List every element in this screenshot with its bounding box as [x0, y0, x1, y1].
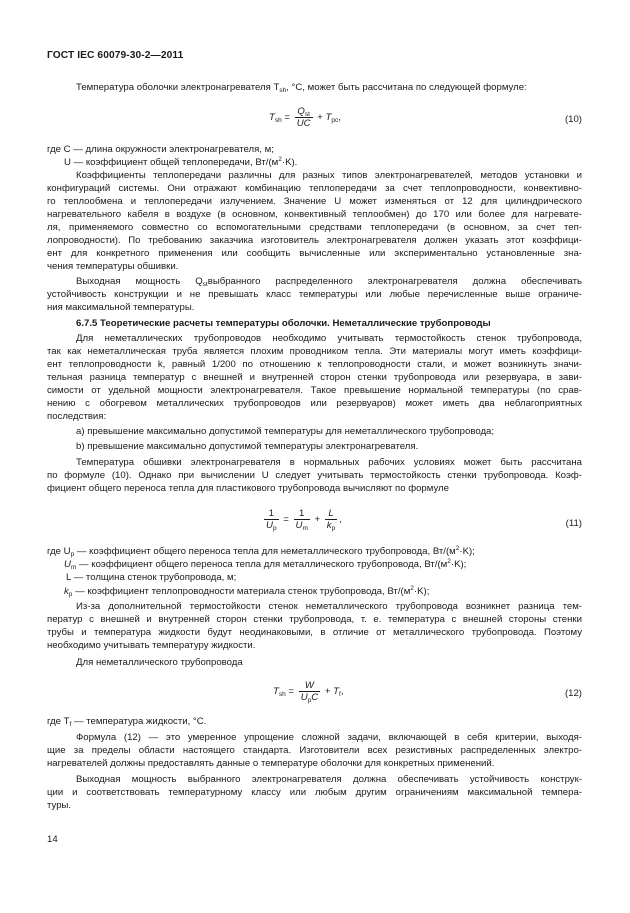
document-header: ГОСТ IEC 60079-30-2—2011 [47, 50, 184, 61]
where-tf-sym: где T [47, 716, 70, 727]
where-kp-text: — коэффициент теплопроводности материала стенок трубопровода, Вт/(м [75, 586, 411, 597]
unit-end: ·K); [459, 546, 475, 557]
page-number: 14 [47, 834, 58, 845]
where-um-sym: U [64, 559, 71, 570]
intro-text-end: , °C, может быть рассчитана по следующей формуле: [286, 82, 527, 93]
unit-end: ·K); [413, 586, 430, 597]
para8-line: щие за пределы области настоящего стандарта. Изготовители всех резистивных распределенных электро- [47, 745, 582, 756]
list-item-a: a) превышение максимально допустимой температуры для неметаллического трубопровода; [76, 426, 495, 437]
para2-line: лопроводности). По требованию заказчика изготовитель электронагревателя должен указать этот коэффици- [47, 235, 582, 246]
para9-line: ции и соответствовать температурному классу или любым другим ограничениям максимальной темпера- [47, 787, 582, 798]
where-up: где $U_p$ — коэффициент общего переноса тепла для неметаллического трубопровода, $Вт/(м^2\cdot K)$; [47, 545, 475, 558]
formula-11: $\frac{1}{U_p}$ = $\frac{1}{U_m}$ + $\frac{L}{k_p}$ , [266, 508, 342, 532]
para4-line: Для неметаллических трубопроводов необходимо учитывать термостойкость стенок трубопровода, [76, 333, 582, 344]
para2-line: чения температуры обшивки. [47, 261, 179, 272]
p3-text-b: выбранного распределенного электронагревателя должна обеспечивать [207, 276, 582, 287]
equation-number-10: (10) [564, 114, 582, 125]
para5-line: по формуле (10). Однако при вычислении U следует учитывать термостойкость стенки трубопровода. Коэф- [47, 470, 582, 481]
para5-line: фициент общего переноса тепла для пластикового трубопровода вычисляют по формуле [47, 483, 449, 494]
where-tf: где $T_f$ — температура жидкости, °C. [47, 716, 207, 728]
para2-line: ля, применяемого совместно со вспомогательными средствами теплопередачи (в основном, за счет теп- [47, 222, 582, 233]
where-up-sym: где U [47, 546, 71, 557]
where-tf-text: — температура жидкости, °C. [74, 716, 207, 727]
formula-12: $T_{sh}$ = $\frac{W}{U_pC}$ + $T_f$, [273, 680, 344, 704]
para8-line: Формула (12) — это умеренное упрощение сложной задачи, включающей в себя критерии, выходя- [76, 732, 582, 743]
para3-line: ния максимальной температуры. [47, 302, 195, 313]
para4-line: тельная разница температур с внешней и внутренней сторон стенки трубопровода или резервуара, в зави- [47, 372, 582, 383]
where-kp: $k_p$ — коэффициент теплопроводности материала стенок трубопровода, $Вт/(м^2\cdot K)$; [64, 585, 430, 598]
where-um: $U_m$ — коэффициент общего переноса тепла для металлического трубопровода, $Вт/(м^2\cdot K)$; [64, 558, 467, 571]
para5-line: Температура обшивки электронагревателя в нормальных рабочих условиях может быть рассчитана [76, 457, 582, 468]
list-item-b: b) превышение максимально допустимой температуры электронагревателя. [76, 441, 419, 452]
formula-10: $T_{sh}$ = $\frac{Q_{st}}{UC}$ + $T_{pc}$, [269, 106, 341, 129]
where-up-text: — коэффициент общего переноса тепла для неметаллического трубопровода, Вт/(м [76, 546, 456, 557]
para4-line: симости от удельной мощности электронагревателя. Такое превышение нормальной температуры (по срав- [47, 385, 582, 396]
where-u: U — коэффициент общей теплопередачи, $Вт/(м^2\cdot K)$. [64, 156, 298, 168]
where-um-text: — коэффициент общего переноса тепла для металлического трубопровода, Вт/(м [79, 559, 448, 570]
where-u-end: ·K). [281, 157, 298, 168]
unit-end: ·K); [450, 559, 467, 570]
where-u-text: U — коэффициент общей теплопередачи, Вт/(м [64, 157, 279, 168]
para4-line: последствия: [47, 411, 107, 422]
para3-line: Выходная мощность $Q_{st}выбранного$ распределенного электронагревателя должна обеспечивать [76, 276, 582, 288]
para6-line: трубы и температура жидкости будут неодинаковыми, в отличие от металлического трубопровода. Поэтому [47, 627, 582, 638]
para3-line: устойчивость конструкции и не превышать класс температуры или любые перечисленные выше ограниче- [47, 289, 582, 300]
equation-number-11: (11) [565, 518, 582, 529]
para2-line: Коэффициенты теплопередачи различны для разных типов электронагревателей, методов установки и [76, 170, 582, 181]
para7: Для неметаллического трубопровода [76, 657, 243, 668]
where-c: где C — длина окружности электронагревателя, м; [47, 144, 274, 155]
para8-line: нагревателей должны предоставлять данные о температуре оболочки для конкретных применений. [47, 758, 495, 769]
para2-line: конфигураций системы. Они отражают комбинацию теплопередачи за счет теплопроводности, конвективно- [47, 183, 582, 194]
para2-line: нагревательного кабеля в воздухе (в основном, конвективный теплообмен) до 170 или более для нагревате- [47, 209, 582, 220]
para4-line: так как неметаллическая труба является плохим проводником тепла. Эти материалы могут иметь коэффици- [47, 346, 582, 357]
intro-line [76, 82, 527, 95]
section-heading: 6.7.5 Теоретические расчеты температуры оболочки. Неметаллические трубопроводы [76, 318, 491, 329]
para6-line: ператур с внешней и внутренней сторон стенки трубопровода, т. е. температура с внешней стороны стенки [47, 614, 582, 625]
equation-number-12: (12) [564, 688, 582, 699]
para6-line: необходимо учитывать температуру жидкости. [47, 640, 256, 651]
sub-sh: sh [279, 87, 287, 94]
para4-line: нению с обогревом металлических трубопроводов или резервуаров) может иметь два неблагоприятных [47, 398, 582, 409]
where-kp-sym: k [64, 586, 69, 597]
para4-line: ент теплопроводности k, равный 1/200 по отношению к теплопроводности стали, и может возникнуть значи- [47, 359, 582, 370]
para9-line: Выходная мощность выбранного электронагревателя должна обеспечивать устойчивость конструк- [76, 774, 582, 785]
para2-line: го теплообмена и теплопередачи излучением. Значение U может изменяться от 12 для цилиндрического [47, 196, 582, 207]
para2-line: ент для конкретного применения или сообщить вычисленные или экспериментально установленные зна- [47, 248, 582, 259]
p3-text-a: Выходная мощность Q [76, 276, 203, 287]
intro-text: Температура оболочки электронагревателя T [76, 82, 280, 93]
para6-line: Из-за дополнительной термостойкости стенок неметаллического трубопровода возникнет разница тем- [76, 601, 582, 612]
where-l: L — толщина стенок трубопровода, м; [66, 572, 237, 583]
para9-line: туры. [47, 800, 72, 811]
